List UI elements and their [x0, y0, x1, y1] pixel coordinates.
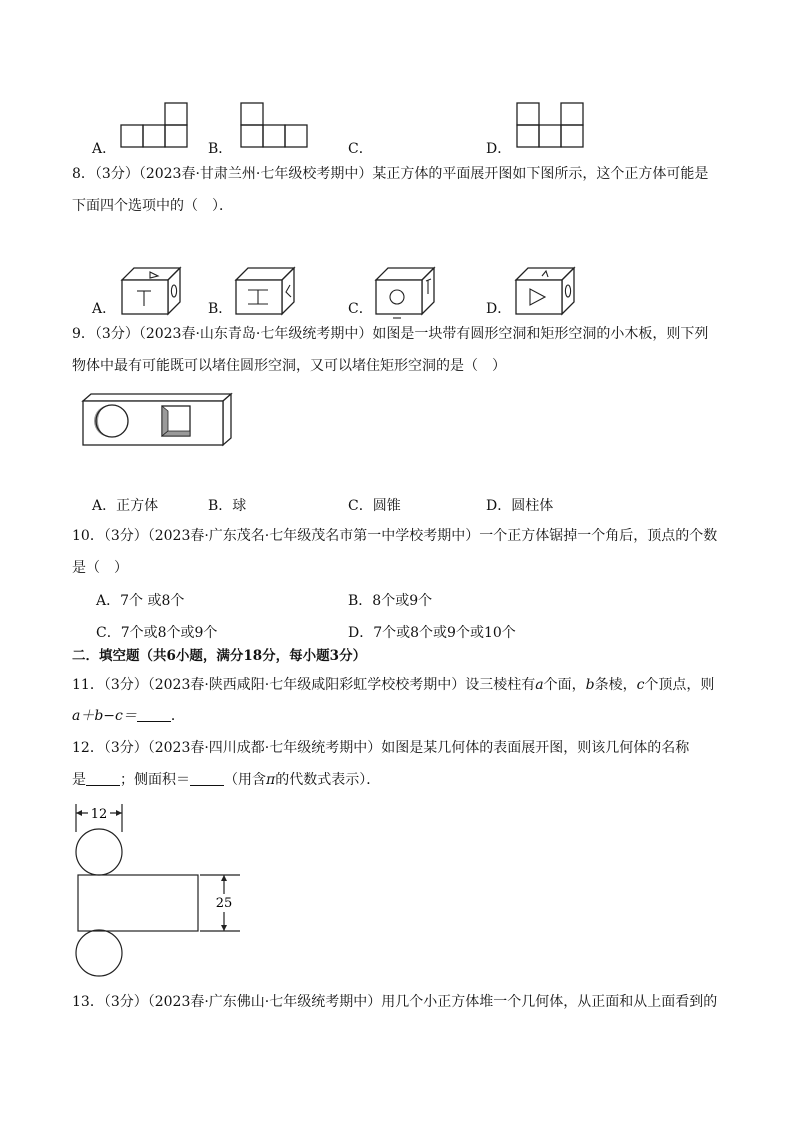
q11-answer-blank[interactable]: [137, 707, 171, 722]
q13-stem-line1: 13．（3分）（2023春·广东佛山·七年级统考期中）用几个小正方体堆一个几何体，从正面和从上面看到的: [72, 994, 718, 1010]
q7-net-b: [240, 102, 310, 148]
q8-cube-c: [374, 266, 438, 316]
q8-option-a[interactable]: A．: [92, 301, 117, 317]
q10-stem-line1: 10．（3分）（2023春·广东茂名·七年级茂名市第一中学校考期中）一个正方体锯掉一个角后，顶点的个数: [72, 528, 718, 544]
q7-net-d: [516, 102, 586, 148]
q9-option-d[interactable]: D．圆柱体: [486, 498, 554, 514]
q8-option-d[interactable]: D．: [486, 301, 512, 317]
section-fill-in-heading: 二．填空题（共6小题，满分18分，每小题3分）: [72, 648, 367, 664]
q12-cylinder-net-figure: [70, 802, 250, 980]
q7-net-a: [120, 102, 190, 148]
q10-stem-line2: 是（ ）: [72, 560, 128, 576]
q8-option-b[interactable]: B．: [208, 301, 233, 317]
q9-wooden-board-figure: [82, 393, 234, 447]
q7-option-d[interactable]: D．: [486, 141, 512, 157]
q10-option-c[interactable]: C．7个或8个或9个: [96, 625, 218, 641]
q12-stem-line1: 12．（3分）（2023春·四川成都·七年级统考期中）如图是某几何体的表面展开图，则该几何体的名称: [72, 740, 690, 756]
q7-option-c[interactable]: C．: [348, 141, 373, 157]
q12-dim-side-label: 25: [215, 896, 233, 911]
q9-option-b[interactable]: B．球: [208, 498, 247, 514]
q8-option-c[interactable]: C．: [348, 301, 373, 317]
q10-option-d[interactable]: D．7个或8个或9个或10个: [348, 625, 516, 641]
q8-stem-line2: 下面四个选项中的（ ）．: [72, 198, 233, 214]
q9-stem-line2: 物体中最有可能既可以堵住圆形空洞，又可以堵住矩形空洞的是（ ）: [72, 358, 506, 374]
q11-stem-line2: a＋b−c＝ ．: [72, 708, 185, 724]
q10-option-b[interactable]: B．8个或9个: [348, 593, 433, 609]
q9-stem-line1: 9．（3分）（2023春·山东青岛·七年级统考期中）如图是一块带有圆形空洞和矩形空洞的小木板，则下列: [72, 326, 709, 342]
q9-option-c[interactable]: C．圆锥: [348, 498, 401, 514]
q9-option-a[interactable]: A．正方体: [92, 498, 159, 514]
q8-cube-d: [514, 262, 578, 316]
q10-option-a[interactable]: A．7个 或8个: [96, 593, 185, 609]
q12-stem-line2: 是 ；侧面积＝ （用含π的代数式表示）．: [72, 772, 381, 788]
q8-stem-line1: 8．（3分）（2023春·甘肃兰州·七年级校考期中）某正方体的平面展开图如下图所示，这个正方体可能是: [72, 166, 709, 182]
q8-cube-a: [120, 266, 184, 316]
q11-stem-line1: 11．（3分）（2023春·陕西咸阳·七年级咸阳彩虹学校校考期中）设三棱柱有a个面，b条棱，c个顶点，则: [72, 677, 715, 693]
q7-option-b[interactable]: B．: [208, 141, 233, 157]
q8-cube-b: [234, 266, 298, 316]
q12-answer-blank-1[interactable]: [86, 771, 120, 786]
q12-answer-blank-2[interactable]: [190, 771, 224, 786]
q12-dim-top-label: 12: [90, 807, 108, 822]
q7-option-a[interactable]: A．: [92, 141, 117, 157]
